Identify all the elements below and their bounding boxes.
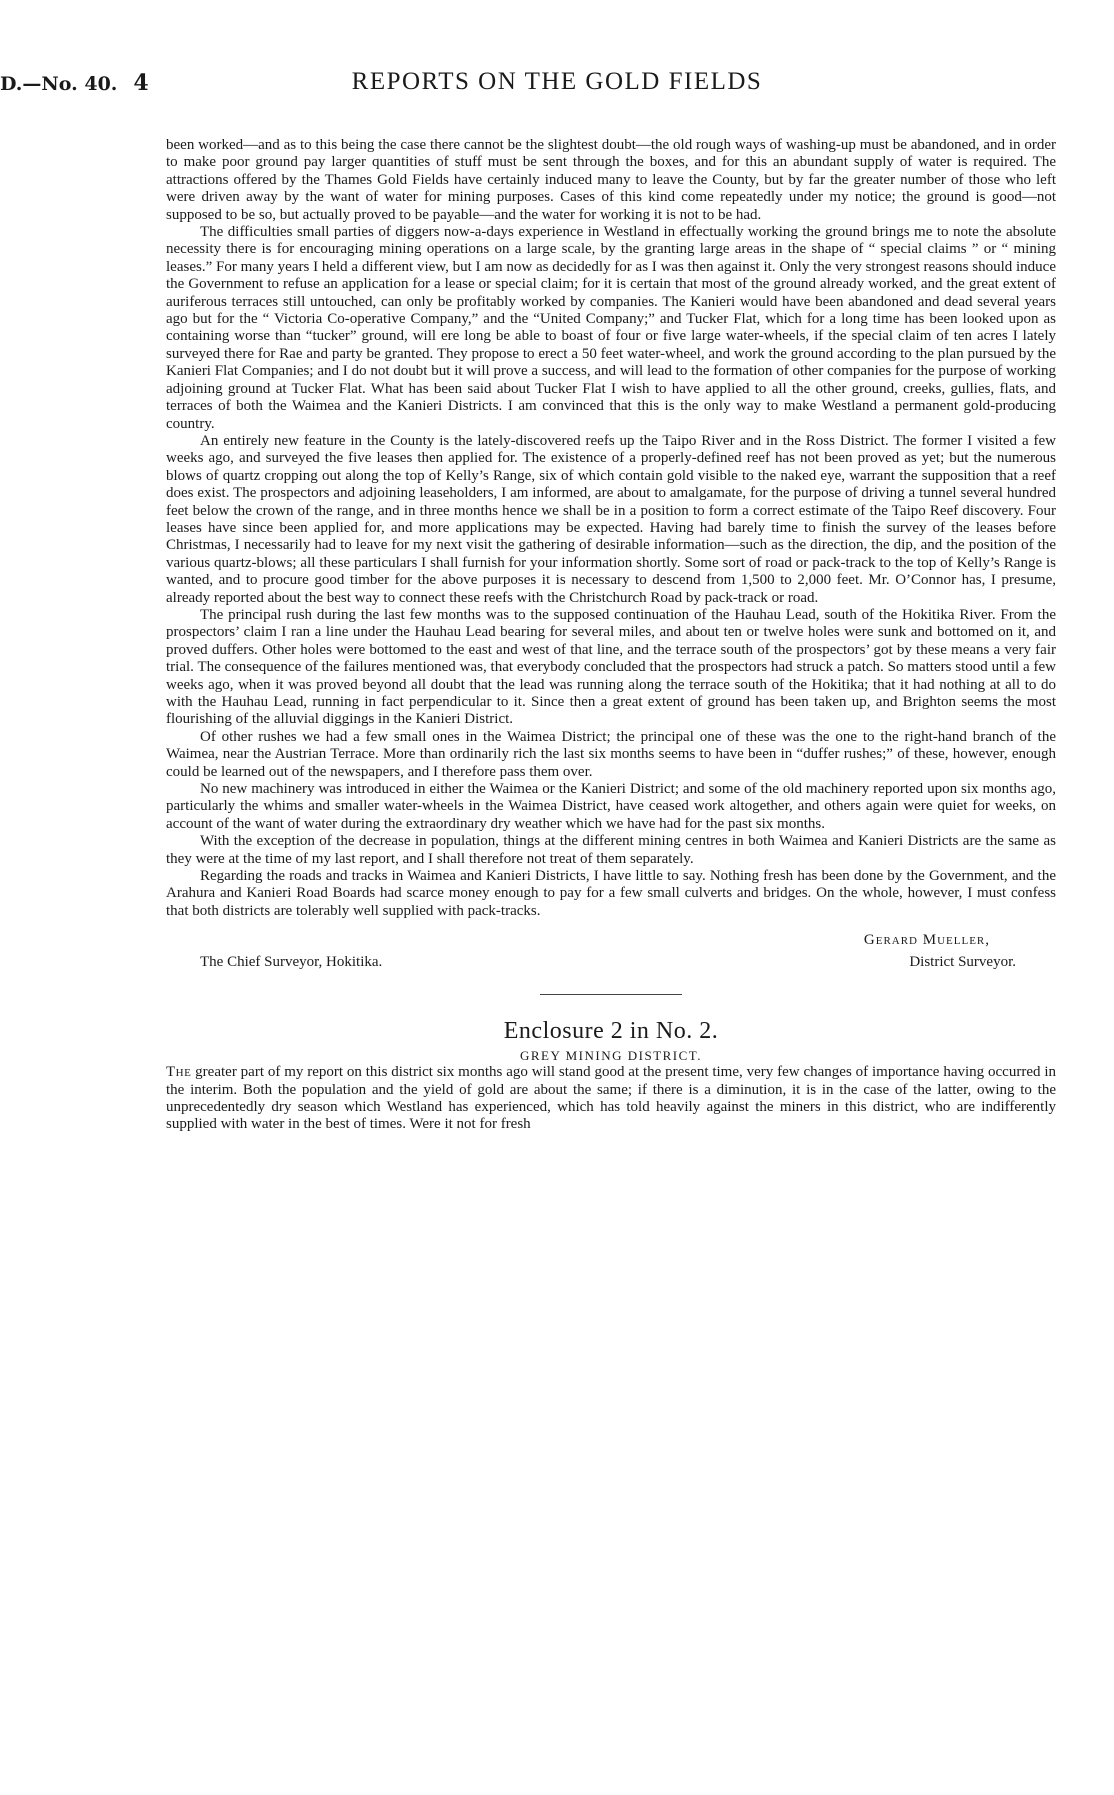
paragraph-special-claims: The difficulties small parties of diggers now-a-days experience in Westland in effectually working the ground brings me to note the absolute necessity there is for encouraging mining operations on a large scale, by the granting large areas in the shape of “ special claims ” or “ mining leases.” For many years I held a different view, but I am now as decidedly for as I was then against it. Only the very strongest reasons should induce the Government to refuse an application for a lease or special claim; for it is certain that most of the ground already worked, and the great extent of auriferous terraces still untouched, can only be profitably worked by companies. The Kanieri would have been abandoned and dead several years ago but for the “ Victoria Co-operative Company,” and the “United Company;” and Tucker Flat, which for a long time has been looked upon as containing worse than “tucker” ground, will ere long be able to boast of four or five large water-wheels, if the special claim of ten acres I lately surveyed there for Rae and party be granted. They propose to erect a 50 feet water-wheel, and work the ground according to the plan pursued by the Kanieri Flat Companies; and I do not doubt but it will prove a success, and will lead to the formation of other companies for the purpose of working adjoining ground at Tucker Flat. What has been said about Tucker Flat I wish to have applied to all the other ground, creeks, gullies, flats, and terraces of both the Waimea and the Kanieri Districts. I am convinced that this is the only way to make Westland a permanent gold-producing country. (166, 224, 1056, 432)
paragraph-continued: been worked—and as to this being the case there cannot be the slightest doubt—the old rough ways of washing-up must be abandoned, and in order to make poor ground pay larger quantities of stuff must be sent through the boxes, and for this an abundant supply of water is required. The attractions offered by the Thames Gold Fields have certainly induced many to leave the County, but by far the greater number of those who left were driven away by the want of water for mining purposes. Cases of this kind come repeatedly under my notice; the ground is good—not supposed to be so, but actually proved to be payable—and the water for working it is not to be had. (166, 137, 1056, 223)
addressee: The Chief Surveyor, Hokitika. (200, 954, 383, 971)
signatory-name: Gerard Mueller, (863, 932, 990, 949)
paragraph-hauhau-rush: The principal rush during the last few months was to the supposed continuation of the Hauhau Lead, south of the Hokitika River. From the prospectors’ claim I ran a line under the Hauhau Lead bearing for several miles, and about ten or twelve holes were sunk and bottomed on it, and proved duffers. Other holes were bottomed to the east and west of that line, and the terrace south of the prospectors’ got by these means a very fair trial. The consequence of the failures mentioned was, that everybody concluded that the prospectors had struck a patch. So matters stood until a few weeks ago, when it was proved beyond all doubt that the lead was running along the terrace south of the Hokitika; that it had nothing at all to do with the Hauhau Lead, running in fact perpendicular to it. Since then a great extent of ground has been taken up, and Brighton seems the most flourishing of the alluvial diggings in the Kanieri District. (166, 606, 1056, 728)
enclosure-paragraph (166, 1064, 1056, 1134)
enclosure-lead-word: The (166, 1064, 192, 1081)
signatory-title: District Surveyor. (909, 954, 1016, 971)
section-divider (540, 994, 682, 995)
enclosure-body: greater part of my report on this district six months ago will stand good at the present time, very few changes of importance having occurred in the interim. Both the population and the yield of gold are about the same; if there is a diminution, it is in the case of the latter, owing to the unprecedentedly dry season which Westland has experienced, which has told heavily against the miners in this district, who are indifferently supplied with water in the best of times. Were it not for fresh (166, 1064, 1056, 1133)
text-column (166, 137, 1056, 1134)
district-heading: GREY MINING DISTRICT. (519, 1047, 703, 1063)
page-header (0, 70, 1114, 110)
paragraph-other-rushes: Of other rushes we had a few small ones in the Waimea District; the principal one of these was the one to the right-hand branch of the Waimea, near the Austrian Terrace. More than ordinarily rich the last six months seems to have been in “duffer rushes;” of these, however, enough could be learned out of the newspapers, and I therefore pass them over. (166, 728, 1056, 780)
paragraph-taipo-reefs: An entirely new feature in the County is the lately-discovered reefs up the Taipo River and in the Ross District. The former I visited a few weeks ago, and surveyed the five leases then applied for. The existence of a properly-defined reef has not been proved as yet; but the numerous blows of quartz cropping out along the top of Kelly’s Range, six of which contain gold visible to the naked eye, warrant the supposition that a reef does exist. The prospectors and adjoining leaseholders, I am informed, are about to amalgamate, for the purpose of driving a tunnel several hundred feet below the crown of the range, and in three months hence we shall be in a position to form a correct estimate of the Taipo Reef discovery. Four leases have since been applied for, and more applications may be expected. Having had barely time to finish the survey of the leases before Christmas, I necessarily had to leave for my next visit the gathering of desirable information—such as the direction, the dip, and the position of the various quartz-blows; all these particulars I shall furnish for your information shortly. Some sort of road or pack-track to the top of Kelly’s Range is wanted, and to procure good timber for the above purposes it is necessary to descend from 1,500 to 2,000 feet. Mr. O’Connor has, I presume, already reported about the best way to connect these reefs with the Christchurch Road by pack-track or road. (166, 432, 1056, 606)
document-reference: D.—No. 40. (0, 73, 118, 95)
paragraph-machinery: No new machinery was introduced in either the Waimea or the Kanieri District; and some of the old machinery reported upon six months ago, particularly the whims and smaller water-wheels in the Waimea District, have ceased work altogether, and others again were quiet for weeks, on account of the want of water during the extraordinary dry weather which we have had for the past six months. (166, 781, 1056, 832)
signature-block (166, 932, 1056, 980)
paragraph-roads: Regarding the roads and tracks in Waimea and Kanieri Districts, I have little to say. Nothing fresh has been done by the Government, and the Arahura and Kanieri Road Boards had scarce money enough to pay for a few small culverts and bridges. On the whole, however, I must confess that both districts are tolerably well supplied with pack-tracks. (166, 868, 1056, 919)
running-title: REPORTS ON THE GOLD FIELDS (351, 68, 763, 95)
paragraph-population: With the exception of the decrease in population, things at the different mining centres in both Waimea and Kanieri Districts are the same as they were at the time of my last report, and I shall therefore not treat of them separately. (166, 833, 1056, 867)
page-number: 4 (133, 70, 149, 96)
enclosure-heading: Enclosure 2 in No. 2. (503, 1018, 719, 1045)
